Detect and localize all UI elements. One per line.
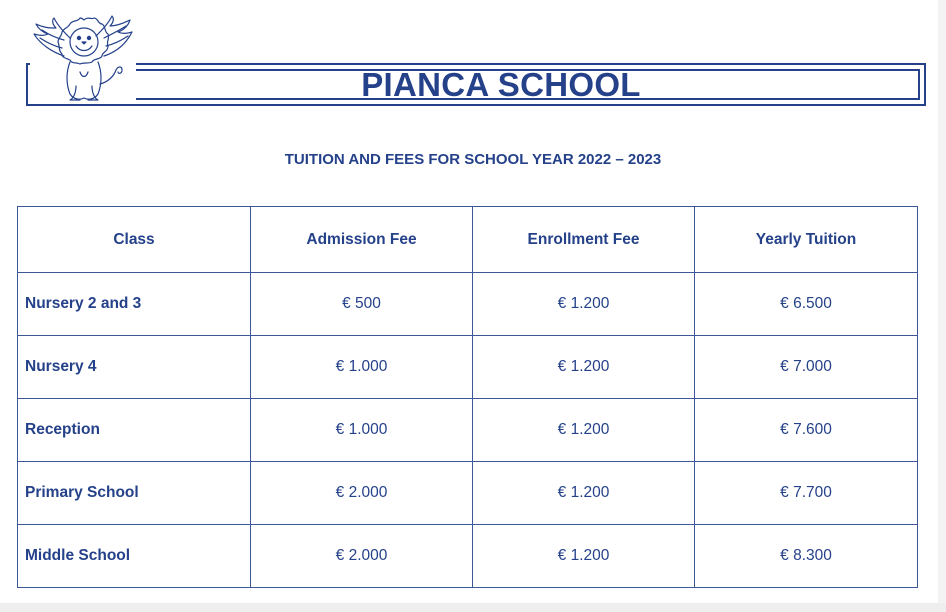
- column-header-class: Class: [18, 207, 251, 273]
- yearly-tuition-cell: € 6.500: [695, 273, 918, 336]
- yearly-tuition-cell: € 7.000: [695, 336, 918, 399]
- column-header-yearly-tuition: Yearly Tuition: [695, 207, 918, 273]
- class-name-cell: Nursery 2 and 3: [18, 273, 251, 336]
- tuition-fees-table: [17, 206, 918, 588]
- school-name-title: PIANCA SCHOOL: [361, 65, 641, 103]
- enrollment-fee-cell: € 1.200: [473, 399, 695, 462]
- table-row: [18, 462, 918, 525]
- admission-fee-cell: € 500: [251, 273, 473, 336]
- table-row: [18, 336, 918, 399]
- table-row: [18, 525, 918, 588]
- enrollment-fee-cell: € 1.200: [473, 336, 695, 399]
- winged-lion-mascot-icon: [30, 12, 136, 104]
- admission-fee-cell: € 2.000: [251, 525, 473, 588]
- column-header-admission-fee: Admission Fee: [251, 207, 473, 273]
- yearly-tuition-cell: € 8.300: [695, 525, 918, 588]
- table-row: [18, 399, 918, 462]
- fees-subtitle: TUITION AND FEES FOR SCHOOL YEAR 2022 – 2023: [284, 151, 662, 168]
- class-name-cell: Nursery 4: [18, 336, 251, 399]
- page-edge-right: [938, 0, 946, 612]
- class-name-cell: Middle School: [18, 525, 251, 588]
- class-name-cell: Primary School: [18, 462, 251, 525]
- class-name-cell: Reception: [18, 399, 251, 462]
- admission-fee-cell: € 1.000: [251, 336, 473, 399]
- enrollment-fee-cell: € 1.200: [473, 462, 695, 525]
- admission-fee-cell: € 2.000: [251, 462, 473, 525]
- yearly-tuition-cell: € 7.600: [695, 399, 918, 462]
- yearly-tuition-cell: € 7.700: [695, 462, 918, 525]
- table-row: [18, 273, 918, 336]
- page-edge-bottom: [0, 603, 946, 612]
- enrollment-fee-cell: € 1.200: [473, 273, 695, 336]
- table-header-row: [18, 207, 918, 273]
- enrollment-fee-cell: € 1.200: [473, 525, 695, 588]
- admission-fee-cell: € 1.000: [251, 399, 473, 462]
- column-header-enrollment-fee: Enrollment Fee: [473, 207, 695, 273]
